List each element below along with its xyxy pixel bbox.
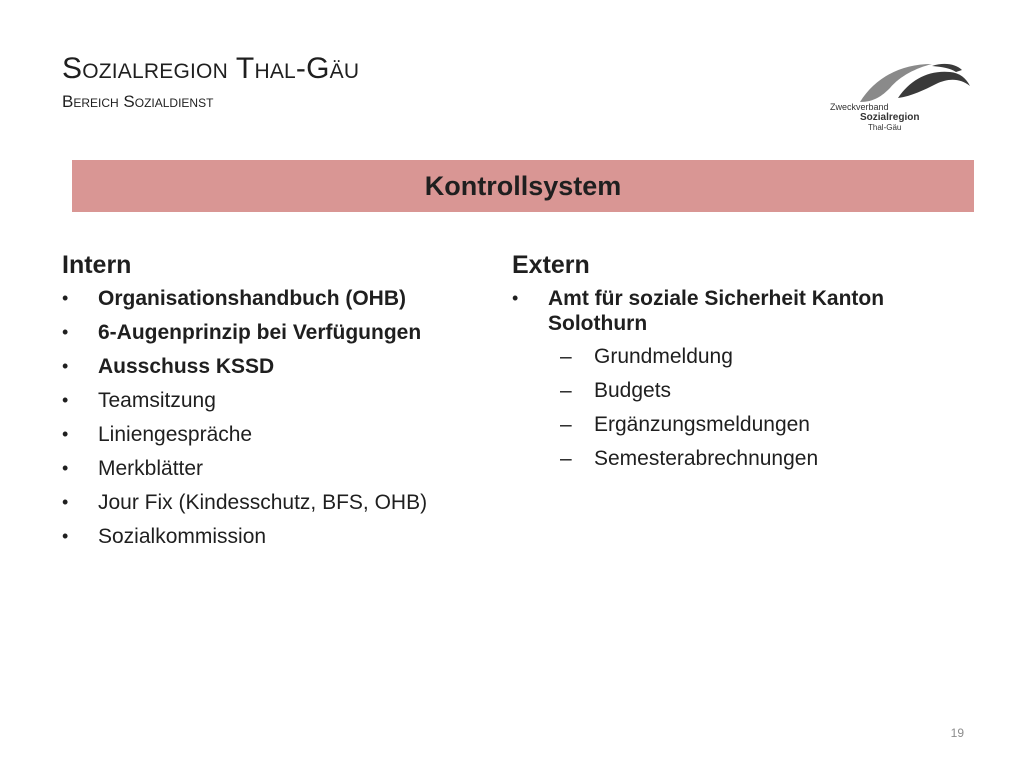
logo-line3: Thal-Gäu — [868, 123, 902, 132]
extern-list — [512, 286, 972, 471]
list-item — [62, 354, 492, 379]
list-item-label: Ausschuss KSSD — [98, 355, 275, 378]
bullet-icon: • — [62, 458, 69, 478]
list-item — [62, 490, 492, 515]
extern-heading: Extern — [512, 251, 590, 279]
banner-title: Kontrollsystem — [424, 170, 622, 201]
dash-icon: – — [560, 345, 572, 368]
list-item — [62, 320, 492, 345]
list-item-label: Merkblätter — [98, 457, 204, 480]
bullet-icon: • — [62, 390, 69, 410]
list-item — [62, 388, 492, 413]
sub-list-item — [548, 446, 972, 471]
sub-list-item-label: Ergänzungsmeldungen — [594, 413, 810, 436]
list-item — [62, 286, 492, 311]
list-item-label: Teamsitzung — [98, 389, 216, 412]
sub-list-item — [548, 344, 972, 369]
list-item-label: Jour Fix (Kindesschutz, BFS, OHB) — [98, 491, 428, 514]
sub-list-item-label: Budgets — [594, 379, 672, 402]
dash-icon: – — [560, 447, 572, 470]
logo-line2: Sozialregion — [860, 112, 920, 123]
slide-title: Sozialregion Thal-Gäu — [62, 52, 360, 85]
bullet-icon: • — [62, 288, 69, 308]
page-number: 19 — [950, 726, 964, 740]
intern-column — [62, 248, 492, 558]
intern-list — [62, 286, 492, 549]
bullet-icon: • — [512, 288, 519, 308]
list-item — [62, 524, 492, 549]
list-item — [62, 456, 492, 481]
section-banner — [72, 160, 974, 212]
sub-list-item-label: Semesterabrechnungen — [594, 447, 819, 470]
list-item-label: Sozialkommission — [98, 525, 267, 548]
list-item — [62, 422, 492, 447]
bullet-icon: • — [62, 356, 69, 376]
sub-list-item — [548, 412, 972, 437]
sub-list-item — [548, 378, 972, 403]
logo-line1: Zweckverband — [830, 102, 889, 112]
bullet-icon: • — [62, 424, 69, 444]
slide-subtitle: Bereich Sozialdienst — [62, 92, 214, 111]
sub-list-item-label: Grundmeldung — [594, 345, 733, 368]
list-item-label: Liniengespräche — [98, 423, 253, 446]
list-item-label: Amt für soziale Sicherheit Kanton Solothurn — [548, 287, 885, 335]
intern-heading: Intern — [62, 251, 132, 279]
list-item-label: Organisationshandbuch (OHB) — [98, 287, 407, 310]
bird-swoosh-icon — [860, 64, 970, 102]
list-item-label: 6-Augenprinzip bei Verfügungen — [98, 321, 422, 344]
bullet-icon: • — [62, 322, 69, 342]
dash-icon: – — [560, 379, 572, 402]
dash-icon: – — [560, 413, 572, 436]
list-item — [512, 286, 972, 471]
organization-logo — [820, 58, 980, 140]
extern-sublist — [548, 344, 972, 471]
bullet-icon: • — [62, 492, 69, 512]
bullet-icon: • — [62, 526, 69, 546]
extern-column — [512, 248, 972, 480]
